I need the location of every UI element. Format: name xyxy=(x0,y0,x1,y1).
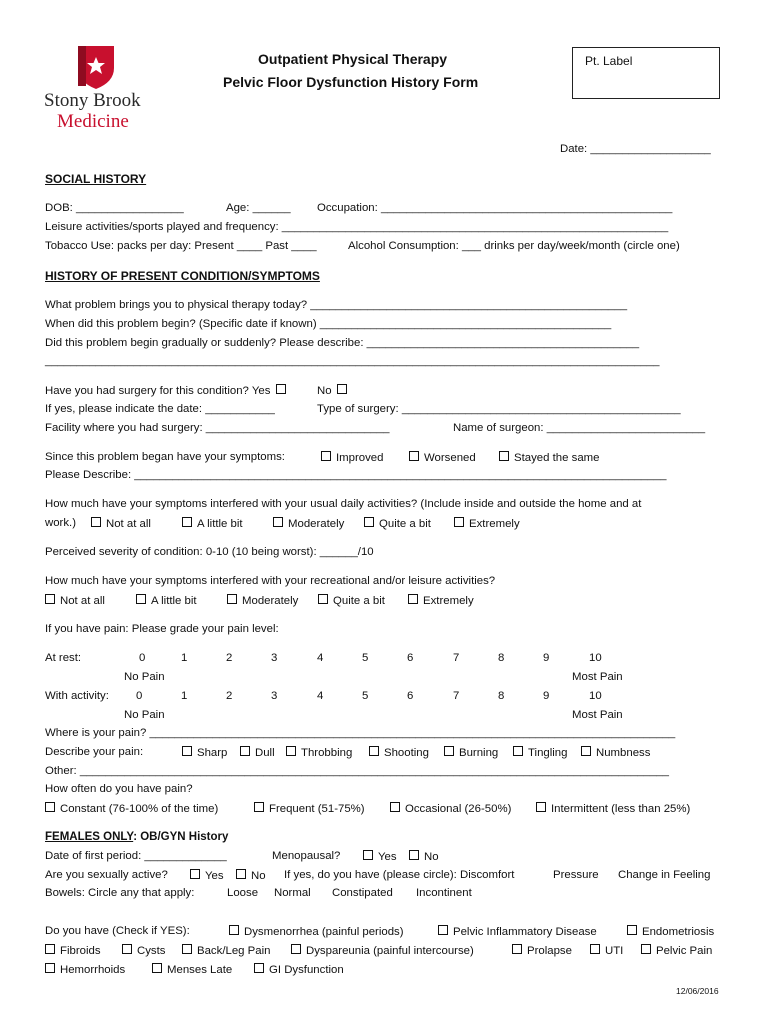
females-only-heading-a: FEMALES ONLY xyxy=(45,831,134,843)
activity-scale-9[interactable]: 9 xyxy=(543,690,550,702)
cond-gi-dysfunction-label: GI Dysfunction xyxy=(269,964,344,976)
freq-frequent-label: Frequent (51-75%) xyxy=(269,803,365,815)
cond-hemorrhoids[interactable] xyxy=(45,963,125,976)
cond-menses-late[interactable] xyxy=(152,963,232,976)
onset-date-field[interactable]: When did this problem begin? (Specific date if known) ______________________________________________ xyxy=(45,318,612,330)
pain-dull-label: Dull xyxy=(255,747,275,759)
recreation-question: How much have your symptoms interfered with your recreational and/or leisure activities? xyxy=(45,575,496,587)
worsened-checkbox[interactable] xyxy=(409,451,419,461)
cond-pid[interactable] xyxy=(438,925,597,938)
at-rest-label: At rest: xyxy=(45,652,82,664)
pain-sharp-label: Sharp xyxy=(197,747,228,759)
activity-scale-0[interactable]: 0 xyxy=(136,690,143,702)
severity-field[interactable]: Perceived severity of condition: 0-10 (10 being worst): ______/10 xyxy=(45,546,374,558)
rec-a-little-bit-checkbox[interactable] xyxy=(136,594,146,604)
sexually-active-label: Are you sexually active? xyxy=(45,869,168,881)
freq-constant[interactable] xyxy=(45,802,218,815)
rest-scale-5[interactable]: 5 xyxy=(362,652,369,664)
pain-grade-label: If you have pain: Please grade your pain level: xyxy=(45,623,279,635)
footer-date: 12/06/2016 xyxy=(676,986,719,996)
pain-other-field[interactable]: Other: _____________________________________________________________________________________________ xyxy=(45,765,669,777)
pain-throbbing-checkbox[interactable] xyxy=(286,746,296,756)
rest-scale-2[interactable]: 2 xyxy=(226,652,233,664)
bowel-incontinent[interactable]: Incontinent xyxy=(416,887,472,899)
daily-a-little-bit[interactable] xyxy=(182,517,243,530)
logo-text-line2: Medicine xyxy=(57,111,129,132)
improved-checkbox[interactable] xyxy=(321,451,331,461)
rec-extremely-label: Extremely xyxy=(423,595,474,607)
bowel-constipated[interactable]: Constipated xyxy=(332,887,393,899)
rec-not-at-all-checkbox[interactable] xyxy=(45,594,55,604)
freq-constant-checkbox[interactable] xyxy=(45,802,55,812)
same-checkbox[interactable] xyxy=(499,451,509,461)
rest-no-pain-label: No Pain xyxy=(124,671,165,683)
activity-scale-7[interactable]: 7 xyxy=(453,690,460,702)
cond-prolapse[interactable] xyxy=(512,944,572,957)
bowel-loose[interactable]: Loose xyxy=(227,887,259,899)
cond-back-leg-pain[interactable] xyxy=(182,944,270,957)
logo-text-line1: Stony Brook xyxy=(44,90,141,111)
surgery-yes-checkbox[interactable] xyxy=(276,384,286,394)
cond-fibroids-label: Fibroids xyxy=(60,945,101,957)
cond-menses-late-label: Menses Late xyxy=(167,964,233,976)
social-history-heading: SOCIAL HISTORY xyxy=(45,172,147,186)
cond-hemorrhoids-label: Hemorrhoids xyxy=(60,964,126,976)
daily-extremely-checkbox[interactable] xyxy=(454,517,464,527)
do-you-have-label: Do you have (Check if YES): xyxy=(45,925,190,937)
patient-label-box[interactable] xyxy=(572,47,720,99)
pain-throbbing-label: Throbbing xyxy=(301,747,353,759)
activity-scale-1[interactable]: 1 xyxy=(181,690,188,702)
rec-moderately-checkbox[interactable] xyxy=(227,594,237,604)
surgery-question-label: Have you had surgery for this condition? Yes xyxy=(45,385,271,397)
pain-frequency-label: How often do you have pain? xyxy=(45,783,193,795)
rec-a-little-bit-label: A little bit xyxy=(151,595,197,607)
bowel-normal[interactable]: Normal xyxy=(274,887,311,899)
cond-cysts[interactable] xyxy=(122,944,165,957)
cond-endometriosis-checkbox[interactable] xyxy=(627,925,637,935)
pain-numbness[interactable] xyxy=(581,746,650,759)
daily-a-little-bit-label: A little bit xyxy=(197,518,243,530)
rest-most-pain-label: Most Pain xyxy=(572,671,623,683)
daily-quite-a-bit-checkbox[interactable] xyxy=(364,517,374,527)
dob-field[interactable]: DOB: _________________ xyxy=(45,202,184,214)
pain-numbness-checkbox[interactable] xyxy=(581,746,591,756)
surgery-type-field[interactable]: Type of surgery: ____________________________________________ xyxy=(317,403,681,415)
activity-scale-10[interactable]: 10 xyxy=(589,690,602,702)
pain-dull[interactable] xyxy=(240,746,275,759)
cond-cysts-checkbox[interactable] xyxy=(122,944,132,954)
rest-scale-7[interactable]: 7 xyxy=(453,652,460,664)
surgery-date-field[interactable]: If yes, please indicate the date: ___________ xyxy=(45,403,275,415)
cond-fibroids-checkbox[interactable] xyxy=(45,944,55,954)
menopausal-label: Menopausal? xyxy=(272,850,341,862)
rec-not-at-all[interactable] xyxy=(45,594,105,607)
interference-question-cont: work.) xyxy=(45,517,77,529)
rest-scale-8[interactable]: 8 xyxy=(498,652,505,664)
activity-scale-6[interactable]: 6 xyxy=(407,690,414,702)
surgery-no-label: No xyxy=(317,385,332,397)
surgery-question xyxy=(45,384,291,397)
daily-quite-a-bit-label: Quite a bit xyxy=(379,518,431,530)
freq-occasional[interactable] xyxy=(390,802,511,815)
daily-not-at-all-checkbox[interactable] xyxy=(91,517,101,527)
activity-no-pain-label: No Pain xyxy=(124,709,165,721)
rest-scale-10[interactable]: 10 xyxy=(589,652,602,664)
cond-pelvic-pain-checkbox[interactable] xyxy=(641,944,651,954)
cond-dyspareunia-checkbox[interactable] xyxy=(291,944,301,954)
first-period-field[interactable]: Date of first period: _____________ xyxy=(45,850,227,862)
improved-option[interactable] xyxy=(321,451,383,464)
rec-extremely-checkbox[interactable] xyxy=(408,594,418,604)
pain-dull-checkbox[interactable] xyxy=(240,746,250,756)
pain-sharp-checkbox[interactable] xyxy=(182,746,192,756)
bowels-label: Bowels: Circle any that apply: xyxy=(45,887,195,899)
menopausal-yes-checkbox[interactable] xyxy=(363,850,373,860)
rec-quite-a-bit-checkbox[interactable] xyxy=(318,594,328,604)
daily-moderately[interactable] xyxy=(273,517,344,530)
surgery-no-option xyxy=(317,384,352,397)
same-label: Stayed the same xyxy=(514,452,600,464)
alcohol-field[interactable]: Alcohol Consumption: ___ drinks per day/week/month (circle one) xyxy=(348,240,680,252)
rest-scale-6[interactable]: 6 xyxy=(407,652,414,664)
worsened-label: Worsened xyxy=(424,452,476,464)
activity-scale-2[interactable]: 2 xyxy=(226,690,233,702)
same-option[interactable] xyxy=(499,451,599,464)
pain-burning-checkbox[interactable] xyxy=(444,746,454,756)
pain-sharp[interactable] xyxy=(182,746,227,759)
cond-prolapse-checkbox[interactable] xyxy=(512,944,522,954)
daily-extremely-label: Extremely xyxy=(469,518,520,530)
interference-question: How much have your symptoms interfered with your usual daily activities? (Include inside and outside the home and at xyxy=(45,498,642,510)
daily-not-at-all[interactable] xyxy=(91,517,151,530)
cond-prolapse-label: Prolapse xyxy=(527,945,572,957)
activity-scale-8[interactable]: 8 xyxy=(498,690,505,702)
onset-description-line[interactable]: _________________________________________________________________________________________________ xyxy=(45,355,660,367)
cond-gi-dysfunction-checkbox[interactable] xyxy=(254,963,264,973)
pain-burning[interactable] xyxy=(444,746,498,759)
cond-uti[interactable] xyxy=(590,944,623,957)
leisure-field[interactable]: Leisure activities/sports played and frequency: _____________________________________________________________ xyxy=(45,221,669,233)
cond-back-leg-pain-checkbox[interactable] xyxy=(182,944,192,954)
problem-field[interactable]: What problem brings you to physical therapy today? __________________________________________________ xyxy=(45,299,628,311)
please-describe-field[interactable]: Please Describe: ____________________________________________________________________________________ xyxy=(45,469,667,481)
freq-constant-label: Constant (76-100% of the time) xyxy=(60,803,219,815)
cond-endometriosis[interactable] xyxy=(627,925,714,938)
cond-dysmenorrhea-label: Dysmenorrhea (painful periods) xyxy=(244,926,404,938)
cond-uti-label: UTI xyxy=(605,945,624,957)
onset-description-field[interactable]: Did this problem begin gradually or suddenly? Please describe: ___________________________________________ xyxy=(45,337,640,349)
age-field[interactable]: Age: ______ xyxy=(226,202,291,214)
symptom-change-label: Since this problem began have your symptoms: xyxy=(45,451,285,463)
sexually-active-no[interactable] xyxy=(236,869,266,882)
pain-shooting-label: Shooting xyxy=(384,747,429,759)
change-in-feeling-option[interactable]: Change in Feeling xyxy=(618,869,711,881)
pain-shooting-checkbox[interactable] xyxy=(369,746,379,756)
sexually-active-yes-label: Yes xyxy=(205,870,224,882)
cond-dysmenorrhea-checkbox[interactable] xyxy=(229,925,239,935)
cond-dysmenorrhea[interactable] xyxy=(229,925,404,938)
rec-moderately-label: Moderately xyxy=(242,595,299,607)
rec-quite-a-bit-label: Quite a bit xyxy=(333,595,385,607)
pressure-option[interactable]: Pressure xyxy=(553,869,599,881)
females-only-heading-b: : OB/GYN History xyxy=(133,831,229,843)
hpc-heading: HISTORY OF PRESENT CONDITION/SYMPTOMS xyxy=(45,269,320,283)
menopausal-no-label: No xyxy=(424,851,439,863)
pain-tingling[interactable] xyxy=(513,746,567,759)
with-activity-label: With activity: xyxy=(45,690,109,702)
cond-uti-checkbox[interactable] xyxy=(590,944,600,954)
pain-throbbing[interactable] xyxy=(286,746,352,759)
females-only-heading xyxy=(45,831,228,843)
cond-fibroids[interactable] xyxy=(45,944,101,957)
cond-hemorrhoids-checkbox[interactable] xyxy=(45,963,55,973)
freq-frequent-checkbox[interactable] xyxy=(254,802,264,812)
cond-pelvic-pain-label: Pelvic Pain xyxy=(656,945,713,957)
freq-intermittent-checkbox[interactable] xyxy=(536,802,546,812)
date-field[interactable]: Date: ___________________ xyxy=(560,143,711,155)
daily-extremely[interactable] xyxy=(454,517,520,530)
rest-scale-0[interactable]: 0 xyxy=(139,652,146,664)
rest-scale-4[interactable]: 4 xyxy=(317,652,324,664)
daily-a-little-bit-checkbox[interactable] xyxy=(182,517,192,527)
freq-intermittent[interactable] xyxy=(536,802,690,815)
rec-a-little-bit[interactable] xyxy=(136,594,197,607)
rest-scale-9[interactable]: 9 xyxy=(543,652,550,664)
pain-burning-label: Burning xyxy=(459,747,499,759)
tobacco-field[interactable]: Tobacco Use: packs per day: Present ____ Past ____ xyxy=(45,240,317,252)
daily-moderately-checkbox[interactable] xyxy=(273,517,283,527)
activity-most-pain-label: Most Pain xyxy=(572,709,623,721)
occupation-field[interactable]: Occupation: ______________________________________________ xyxy=(317,202,673,214)
surgery-no-checkbox[interactable] xyxy=(337,384,347,394)
surgery-facility-field[interactable]: Facility where you had surgery: _____________________________ xyxy=(45,422,390,434)
patient-label-text: Pt. Label xyxy=(585,54,633,68)
activity-scale-5[interactable]: 5 xyxy=(362,690,369,702)
activity-scale-4[interactable]: 4 xyxy=(317,690,324,702)
sexually-active-yes[interactable] xyxy=(190,869,224,882)
pain-tingling-checkbox[interactable] xyxy=(513,746,523,756)
menopausal-no-checkbox[interactable] xyxy=(409,850,419,860)
surgeon-name-field[interactable]: Name of surgeon: _________________________ xyxy=(453,422,706,434)
daily-moderately-label: Moderately xyxy=(288,518,345,530)
cond-cysts-label: Cysts xyxy=(137,945,166,957)
freq-intermittent-label: Intermittent (less than 25%) xyxy=(551,803,691,815)
cond-endometriosis-label: Endometriosis xyxy=(642,926,715,938)
describe-pain-label: Describe your pain: xyxy=(45,746,144,758)
cond-dyspareunia-label: Dyspareunia (painful intercourse) xyxy=(306,945,474,957)
pain-numbness-label: Numbness xyxy=(596,747,651,759)
pain-tingling-label: Tingling xyxy=(528,747,568,759)
cond-gi-dysfunction[interactable] xyxy=(254,963,344,976)
pain-location-field[interactable]: Where is your pain? ___________________________________________________________________________________ xyxy=(45,727,676,739)
daily-quite-a-bit[interactable] xyxy=(364,517,431,530)
rest-scale-1[interactable]: 1 xyxy=(181,652,188,664)
rec-extremely[interactable] xyxy=(408,594,474,607)
rec-quite-a-bit[interactable] xyxy=(318,594,385,607)
menopausal-no[interactable] xyxy=(409,850,439,863)
freq-frequent[interactable] xyxy=(254,802,365,815)
form-title-2: Pelvic Floor Dysfunction History Form xyxy=(223,74,479,90)
cond-menses-late-checkbox[interactable] xyxy=(152,963,162,973)
cond-dyspareunia[interactable] xyxy=(291,944,474,957)
menopausal-yes-label: Yes xyxy=(378,851,397,863)
if-yes-discomfort[interactable]: If yes, do you have (please circle): Discomfort xyxy=(284,869,515,881)
logo-shield-icon xyxy=(74,44,118,90)
daily-not-at-all-label: Not at all xyxy=(106,518,151,530)
sexually-active-no-label: No xyxy=(251,870,266,882)
sexually-active-yes-checkbox[interactable] xyxy=(190,869,200,879)
cond-pid-checkbox[interactable] xyxy=(438,925,448,935)
rec-moderately[interactable] xyxy=(227,594,298,607)
rec-not-at-all-label: Not at all xyxy=(60,595,105,607)
pain-shooting[interactable] xyxy=(369,746,429,759)
cond-pelvic-pain[interactable] xyxy=(641,944,712,957)
freq-occasional-label: Occasional (26-50%) xyxy=(405,803,512,815)
activity-scale-3[interactable]: 3 xyxy=(271,690,278,702)
sexually-active-no-checkbox[interactable] xyxy=(236,869,246,879)
rest-scale-3[interactable]: 3 xyxy=(271,652,278,664)
menopausal-yes[interactable] xyxy=(363,850,397,863)
improved-label: Improved xyxy=(336,452,384,464)
worsened-option[interactable] xyxy=(409,451,476,464)
cond-pid-label: Pelvic Inflammatory Disease xyxy=(453,926,597,938)
form-title-1: Outpatient Physical Therapy xyxy=(258,51,448,67)
cond-back-leg-pain-label: Back/Leg Pain xyxy=(197,945,271,957)
freq-occasional-checkbox[interactable] xyxy=(390,802,400,812)
